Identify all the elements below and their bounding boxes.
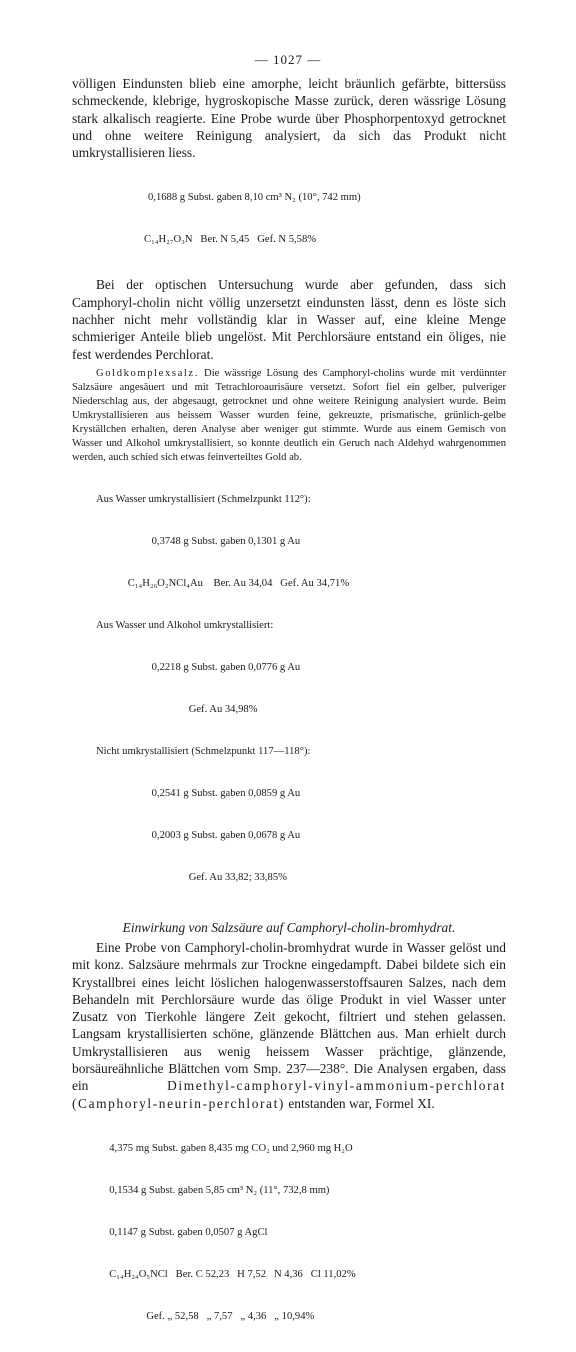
gold-analysis-line: 0,2541 g Subst. gaben 0,0859 g Au xyxy=(96,787,301,799)
final-analysis-line: Gef. „ 52,58 „ 7,57 „ 4,36 „ 10,94% xyxy=(96,1310,315,1322)
section-heading: Einwirkung von Salzsäure auf Camphoryl-cholin-bromhydrat. xyxy=(122,919,456,935)
gold-salt-lead: Goldkomplexsalz. xyxy=(96,367,199,379)
gold-analysis-line: Gef. Au 33,82; 33,85% xyxy=(96,871,287,883)
gold-analysis-line: 0,2218 g Subst. gaben 0,0776 g Au xyxy=(96,661,301,673)
gold-analysis-line: Nicht umkrystallisiert (Schmelzpunkt 117—118°): xyxy=(96,745,311,757)
paragraph-1: völligen Eindunsten blieb eine amorphe, leicht bräunlich gefärbte, bittersüss schmeckende, klebrige, hygroskopische Masse zurück, deren wässrige Lösung stark alkalisch reagierte. Eine Probe wurde über Phosphorpentoxyd getrocknet und ohne weitere Reinigung analysiert, da sich das Produkt nicht umkrystallisieren liess. xyxy=(72,76,506,161)
final-analysis-line: 4,375 mg Subst. gaben 8,435 mg CO₂ und 2,960 mg H₂O xyxy=(96,1142,353,1154)
final-analyses xyxy=(72,1114,506,1352)
paragraph-3-text: Eine Probe von Camphoryl-cholin-bromhydrat wurde in Wasser gelöst und mit konz. Salzsäure mehrmals zur Trockne eingedampft. Dabei bildete sich ein Krystallbrei eines leicht löslichen halogenwasserstoffsauren Salzes, nach dem Behandeln mit Perchlorsäure wurde das ölige Produkt in viel Wasser unter Zusatz von Tierkohle längere Zeit gekocht, filtriert und stehen gelassen. Langsam krystallisierten schöne, glänzende Blättchen aus. Man erhielt durch Umkrystallisieren aus wenig heissem Wasser prächtige, glänzende, borsäureähnliche Blättchen vom Smp. 237—238°. Die Analysen ergaben, dass ein xyxy=(72,939,506,1094)
analysis-1-line-1: 0,1688 g Subst. gaben 8,10 cm³ N₂ (10°, 742 mm) xyxy=(148,192,361,204)
gold-salt-text: Die wässrige Lösung des Camphoryl-cholins wurde mit verdünnter Salzsäure angesäuert und mit Tetrachloroaurisäure versetzt. Sofort fiel ein gelber, pulveriger Niederschlag aus, der abgesaugt, getrocknet und ohne weitere Reinigung analysiert wurde. Beim Umkrystallisieren aus heissem Wasser wurden feine, gekreuzte, prismatische, grünlich-gelbe Kryställchen erhalten, deren Analyse aber weniger gut stimmte. Wurde aus einem Gemisch von Wasser und Alkohol umkrystallisiert, so konnte deutlich ein Geruch nach Aldehyd wahrgenommen werden, auch schied sich etwas feinverteiltes Gold ab. xyxy=(72,367,506,463)
gold-analyses xyxy=(72,465,506,913)
gold-salt-paragraph xyxy=(72,367,506,465)
page-body xyxy=(72,75,506,1352)
gold-analysis-line: Gef. Au 34,98% xyxy=(96,703,258,715)
gold-analysis-line: Aus Wasser umkrystallisiert (Schmelzpunkt 112°): xyxy=(96,493,311,505)
gold-analysis-line: Aus Wasser und Alkohol umkrystallisiert: xyxy=(96,619,274,631)
gold-analysis-line: C₁₄H₂₆O₂NCl₄Au Ber. Au 34,04 Gef. Au 34,71% xyxy=(96,577,350,589)
paragraph-3-end: entstanden war, Formel XI. xyxy=(284,1095,435,1111)
final-analysis-line: 0,1534 g Subst. gaben 5,85 cm³ N₂ (11°, 732,8 mm) xyxy=(96,1184,330,1196)
analysis-1-line-2: C₁₄H₂₇O₃N Ber. N 5,45 Gef. N 5,58% xyxy=(144,234,317,246)
analysis-1 xyxy=(72,163,506,275)
page-number: — 1027 — xyxy=(254,52,322,67)
gold-analysis-line: 0,3748 g Subst. gaben 0,1301 g Au xyxy=(96,535,301,547)
paragraph-2: Bei der optischen Untersuchung wurde aber gefunden, dass sich Camphoryl-cholin nicht völlig unzersetzt eindunsten lässt, denn es löste sich nachher nicht mehr vollständig klar in Wasser auf, eine kleine Menge schmieriger Anteile blieb ungelöst. Mit Perchlorsäure entstand ein öliges, nie fest werdendes Perchlorat. xyxy=(72,277,506,362)
final-analysis-line: 0,1147 g Subst. gaben 0,0507 g AgCl xyxy=(96,1226,268,1238)
compound-name: Dimethyl-camphoryl-vinyl-ammonium-perchlorat (Camphoryl-neurin-perchlorat) xyxy=(72,1078,506,1111)
paragraph-3 xyxy=(72,939,506,1112)
gold-analysis-line: 0,2003 g Subst. gaben 0,0678 g Au xyxy=(96,829,301,841)
final-analysis-line: C₁₄H₂₄O₅NCl Ber. C 52,23 H 7,52 N 4,36 Cl 11,02% xyxy=(96,1268,356,1280)
